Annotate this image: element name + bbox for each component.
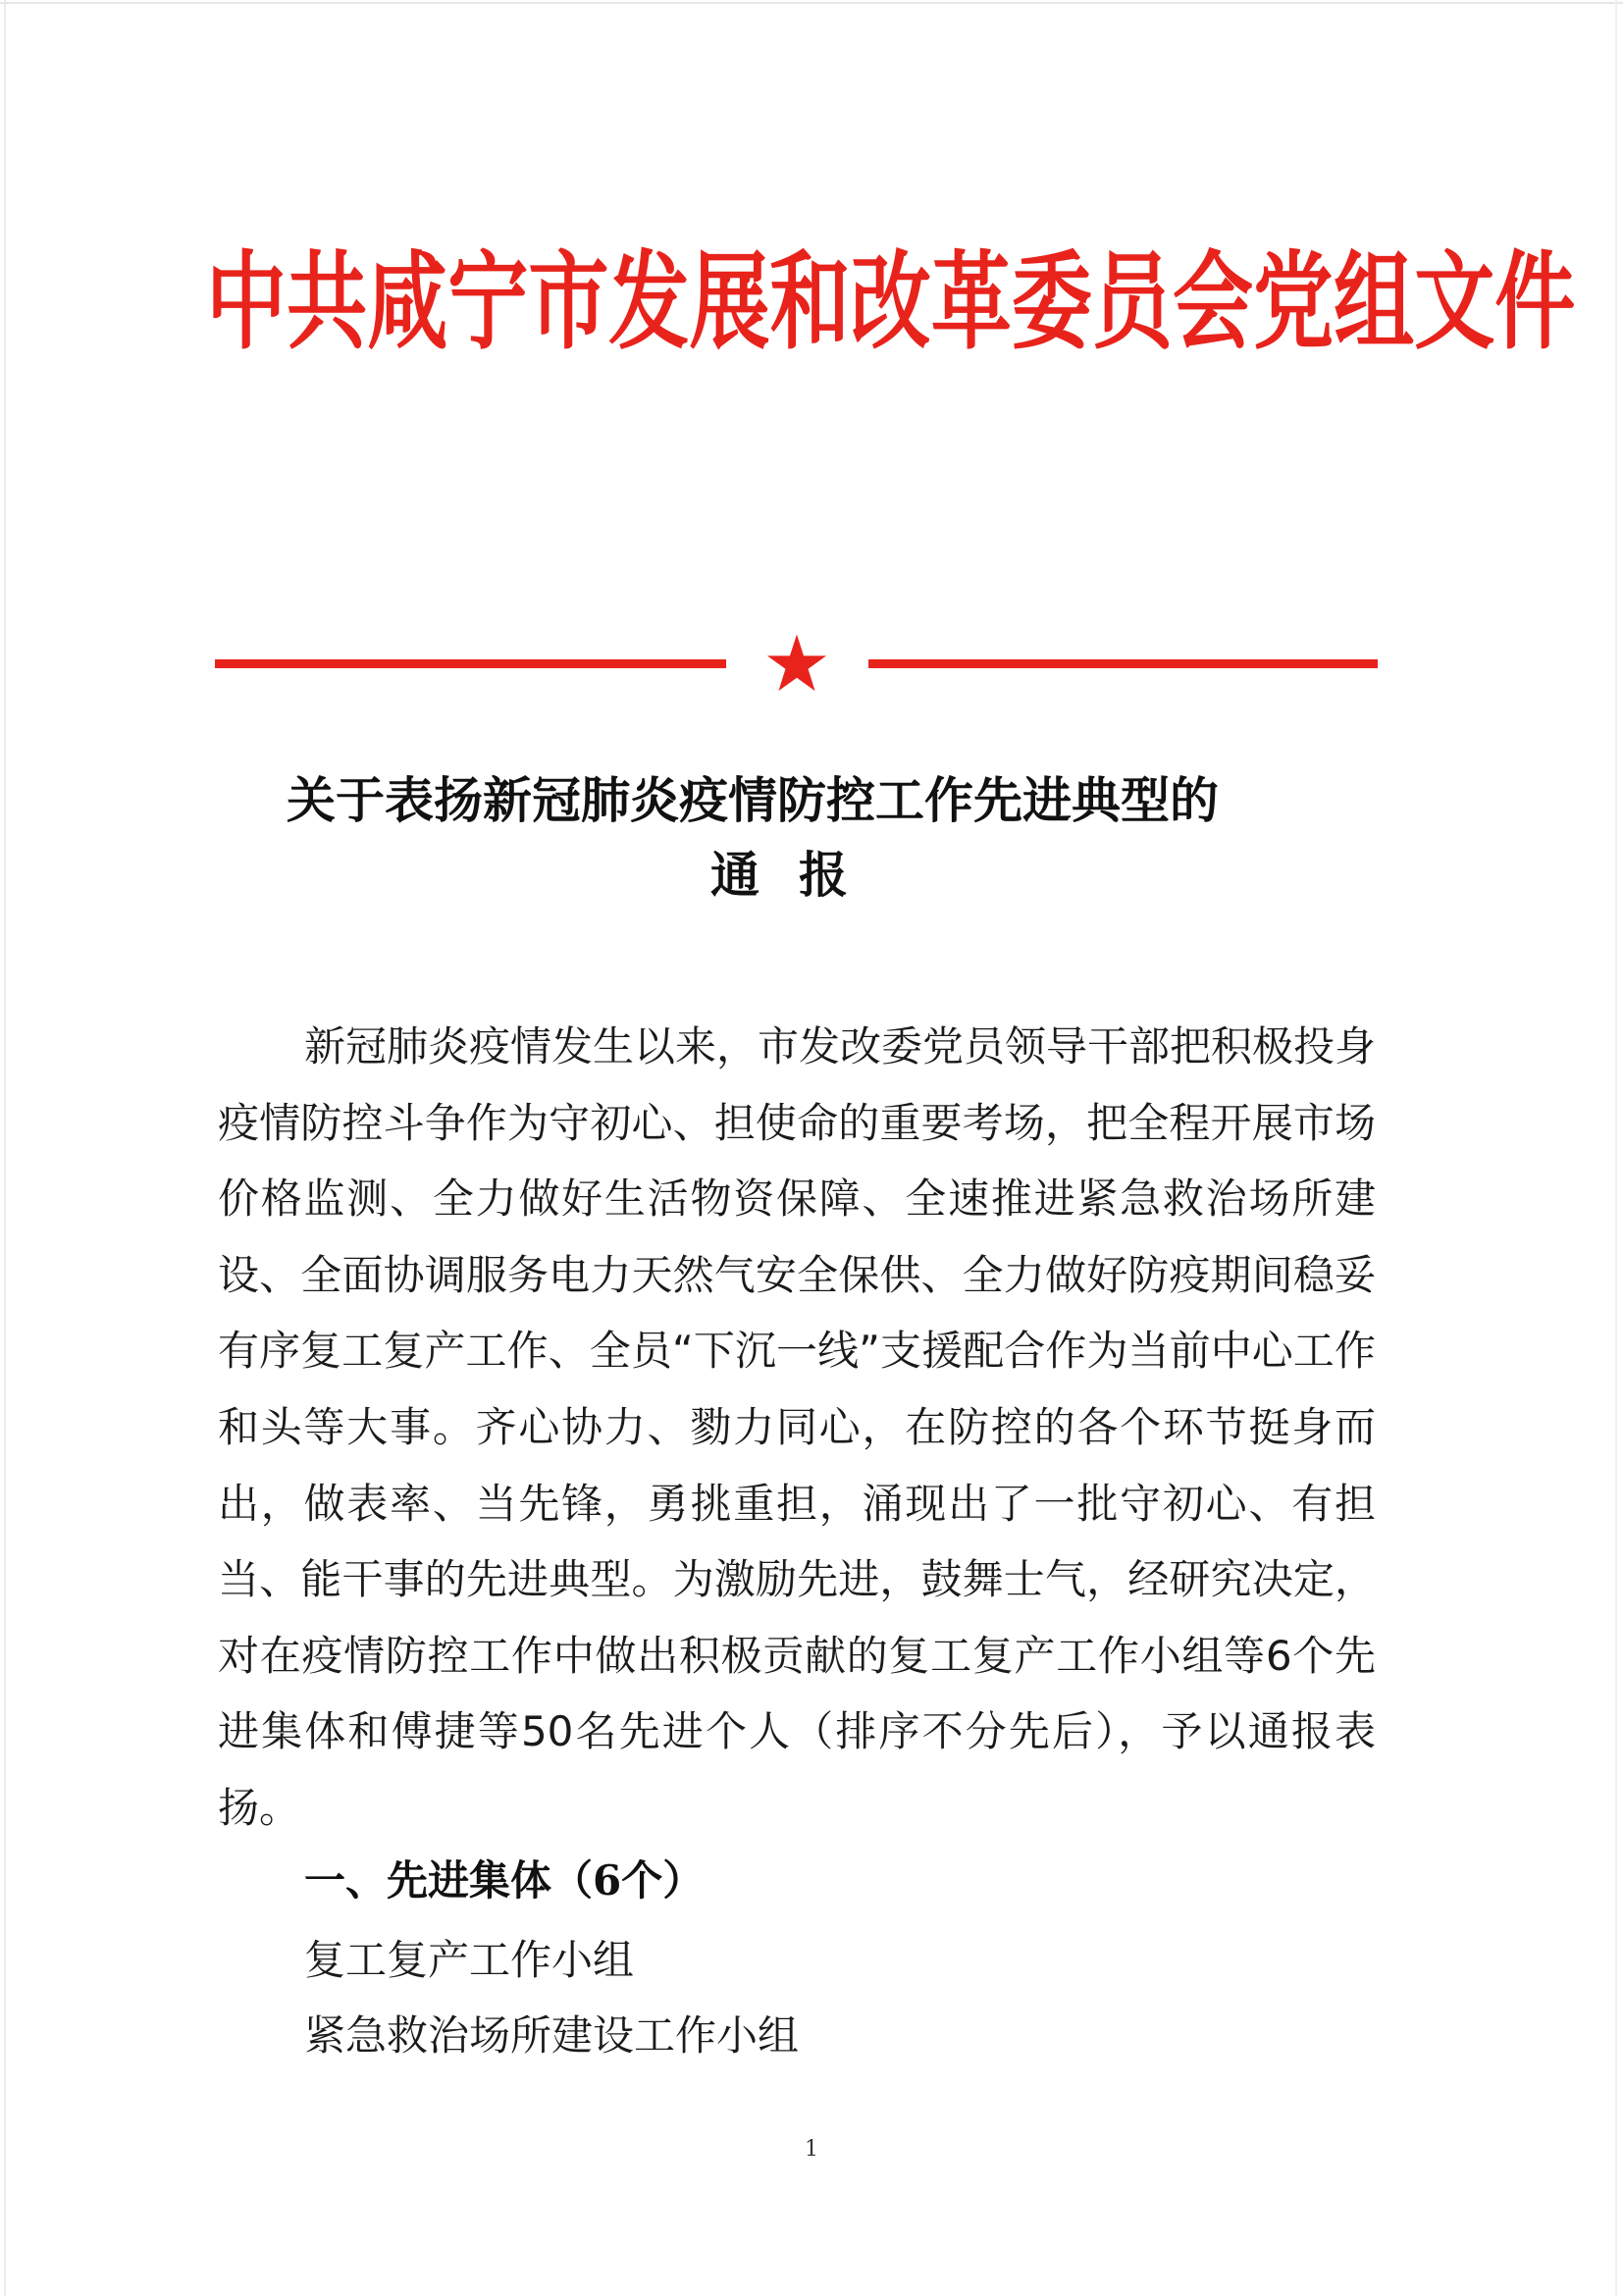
scan-edge-left: [4, 0, 6, 2296]
list-item: 复工复产工作小组: [304, 1936, 635, 1984]
divider-line-left: [215, 659, 726, 668]
body-paragraph: 新冠肺炎疫情发生以来，市发改委党员领导干部把积极投身疫情防控斗争作为守初心、担使命的重要考场，把全程开展市场价格监测、全力做好生活物资保障、全速推进紧急救治场所建设、全面协调服务电力天然气安全保供、全力做好防疫期间稳妥有序复工复产工作、全员“下沉一线”支援配合作为当前中心工作和头等大事。齐心协力、勠力同心，在防控的各个环节挺身而出，做表率、当先锋，勇挑重担，涌现出了一批守初心、有担当、能干事的先进典型。为激励先进，鼓舞士气，经研究决定，对在疫情防控工作中做出积极贡献的复工复产工作小组等6个先进集体和傅捷等50名先进个人（排序不分先后），予以通报表扬。: [218, 1022, 1377, 1832]
scan-edge-top: [0, 2, 1623, 4]
page-number: 1: [805, 2137, 818, 2162]
notice-title-line1: 关于表扬新冠肺炎疫情防控工作先进典型的: [287, 771, 1219, 829]
star-icon: [765, 632, 828, 695]
list-item: 紧急救治场所建设工作小组: [304, 2011, 800, 2060]
section-heading-advanced-collectives: 一、先进集体（6个）: [304, 1856, 705, 1905]
scan-edge-right: [1615, 0, 1617, 2296]
document-header-title: 中共咸宁市发展和改革委员会党组文件: [206, 241, 1576, 364]
notice-title-line2: 通报: [710, 846, 887, 904]
divider-line-right: [868, 659, 1378, 668]
